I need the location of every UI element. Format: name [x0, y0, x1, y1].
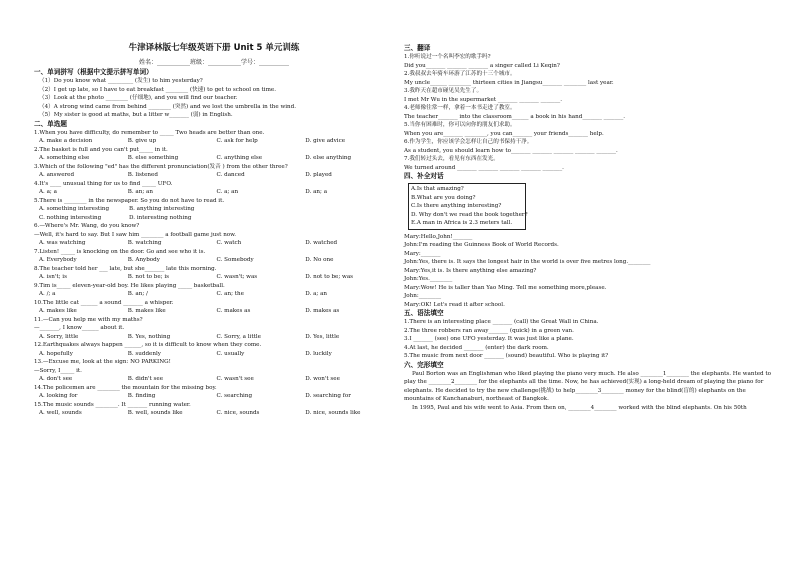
option: B. else something — [127, 155, 179, 161]
option-row — [34, 188, 394, 197]
question-text: 4.It's ____ unusual thing for us to find _____ UFO. — [34, 180, 173, 187]
dialogue-line: John:Yes.________ — [404, 276, 453, 282]
cloze-paragraph: Paul Borton was an Englishman who liked playing the piano very much. He also ________1________ the elephants. He wanted to play the ________2________ for the elephants all the time. Now, he has achieved(实现) a long-held dream of playing the piano for elephants. He decided to try the new challenge(挑战) to help________3________ money for the blind(盲的) elephants on the mountains of Kanchanaburi, northeast of Bangkok. — [404, 370, 772, 402]
option: B. anything interesting — [129, 206, 195, 212]
option-row — [34, 137, 394, 146]
grammar-item: 1.There is an interesting place _______ (call) the Great Wall in China. — [404, 319, 599, 325]
option: D. interesting nothing — [129, 214, 192, 221]
translation-list — [404, 53, 774, 172]
dialogue-option: A.Is that amazing? — [411, 186, 464, 192]
section-5-heading: 五、语法填空 — [404, 309, 444, 317]
option-row — [34, 333, 394, 342]
option: A. hopefully — [39, 350, 73, 357]
dialogue-line: Mary:Yes,it is. Is there anything else amazing? — [404, 267, 537, 274]
dialogue-option: B.What are you doing? — [411, 194, 476, 201]
option: D. luckily — [305, 350, 332, 357]
translation-line: As a student, you should learn how to_______ _______ _______ _______ _______. — [404, 147, 618, 154]
section-3-heading: 三、翻译 — [404, 44, 431, 52]
section-4-heading: 四、补全对话 — [404, 172, 444, 180]
dialogue-option: C.Is there anything interesting? — [411, 203, 502, 209]
translation-line: 3.我昨天在超市碰见吴先生了。 — [404, 88, 483, 94]
translation-line: 7.我们转过头去，看见有东西在发光。 — [404, 156, 499, 162]
option: A. don't see — [39, 376, 73, 382]
question-text: 1.When you have difficulty, do remember to _____ Two heads are better than one. — [34, 129, 265, 136]
option-row — [34, 205, 394, 214]
worksheet-title: 牛津译林版七年级英语下册 Unit 5 单元训练 — [128, 43, 300, 53]
option: C. makes as — [216, 308, 251, 314]
question-text: 11.—Can you help me with my maths? — [34, 316, 143, 323]
dialogue-option: D. Why don't we read the book together? — [411, 211, 528, 218]
option-row — [34, 375, 394, 384]
option: D. watched — [305, 240, 338, 246]
dialogue-line: John:________ — [404, 293, 442, 299]
option: D. No one — [305, 257, 334, 263]
dialogue-line: Mary:_______ — [404, 250, 441, 257]
option-row — [34, 392, 394, 401]
translation-line: I met Mr Wu in the supermarket _______ _______ _______. — [404, 96, 562, 103]
question-text: 13.—Excuse me, look at the sign: NO PARKING! — [34, 359, 171, 365]
option: C. danced — [216, 172, 245, 178]
option: C. usually — [216, 350, 245, 357]
option-row — [34, 214, 394, 223]
option: D. an; a — [305, 189, 328, 195]
section-2-heading: 二、单选题 — [34, 119, 67, 128]
option: A. /; a — [39, 291, 56, 297]
dialogue-line: Mary:OK! Let's read it after school. — [404, 301, 505, 308]
option: C. an; the — [216, 291, 244, 297]
grammar-item: 5.The music from next door _______ (sound) beautiful. Who is playing it? — [404, 353, 609, 359]
dialogue-line: Mary:Wow! He is taller than Yao Ming. Tell me something more,please. — [404, 284, 607, 291]
translation-line: Did you_______ _______ _______ a singer called Li Keqin? — [404, 62, 560, 69]
section-1-heading: 一、单词拼写（根据中文提示拼写单词） — [34, 68, 153, 76]
option: B. listened — [127, 172, 158, 178]
option: A. something interesting — [39, 206, 110, 212]
option: A. answered — [39, 172, 75, 178]
cloze-passage — [404, 370, 774, 413]
option: B. Anybody — [127, 257, 160, 263]
option: D. played — [305, 172, 332, 178]
option: B. makes like — [127, 308, 166, 314]
cloze-paragraph: In 1995, Paul and his wife went to Asia. From then on, ________4________ worked with the blind elephants. On his 50th — [412, 404, 747, 411]
left-column — [34, 44, 394, 418]
multiple-choice-list — [34, 129, 394, 418]
translation-line: 6.作为学生，你应该学会怎样让自己的书保持干净。 — [404, 139, 533, 145]
spelling-item: （3）Look at the photo ________ (仔细地), and you will find our teacher. — [39, 95, 238, 101]
question-text: —Well, it's hard to say. But I saw him ________ a football game just now. — [34, 231, 237, 238]
option: A. was watching — [39, 240, 86, 246]
section-1-items — [34, 77, 394, 120]
question-text: 12.Earthquakes always happen ______, so it is difficult to know when they come. — [34, 342, 262, 348]
option: B. suddenly — [127, 350, 161, 357]
student-info-line: 姓名：___________班级：___________学号：__________ — [138, 59, 289, 66]
translation-line: We turned around _______ _______ _______ _______ _______. — [404, 164, 564, 171]
question-text: 7.Listen! _____ is knocking on the door. Go and see who it is. — [34, 248, 206, 255]
option: C. watch — [216, 240, 242, 246]
option: D. a; an — [305, 291, 328, 297]
option: B. watching — [127, 240, 162, 246]
option-row — [34, 307, 394, 316]
question-text: 2.The basket is full and you can't put_____ in it. — [34, 146, 168, 153]
option: D. makes as — [305, 308, 340, 314]
dialogue-option: E.A man in Africa is 2.3 meters tall. — [411, 220, 513, 226]
option: C. nice, sounds — [216, 410, 260, 416]
option: B. give up — [127, 138, 157, 144]
translation-line: 4.老师像往常一样，拿着一本书走进了教室。 — [404, 105, 516, 111]
option: A. looking for — [39, 393, 78, 399]
question-text: 6.—Where's Mr. Wang, do you know? — [34, 223, 140, 229]
translation-line: The teacher_______ into the classroom______ a book in his hand_______ _______. — [404, 113, 626, 120]
option: C. wasn't; was — [216, 274, 258, 280]
question-text: 15.The music sounds ________. It _______ running water. — [34, 401, 191, 408]
question-text: 10.The little cat ______ a sound _______ a whisper. — [34, 299, 174, 306]
spelling-item: （5）My sister is good at maths, but a litter w_______ (弱) in English. — [39, 112, 233, 118]
option: A. something else — [39, 155, 90, 161]
option-row — [34, 171, 394, 180]
translation-line: 2.我叔叔去年骑车环游了江苏的十三个城市。 — [404, 71, 516, 77]
dialogue-line: John:Yes, there is. It says the longest hair in the world is over five metres long.________ — [404, 259, 651, 265]
grammar-fill-list — [404, 318, 774, 361]
option: B. well, sounds like — [127, 410, 183, 416]
option: C. ask for help — [216, 138, 258, 144]
option-row — [34, 350, 394, 359]
question-text: 14.The policemen are ________ the mountain for the missing boy. — [34, 384, 217, 391]
option-row — [34, 273, 394, 282]
question-text: —_______, I know______ about it. — [34, 325, 125, 331]
question-text: —Sorry, I_____ it. — [34, 367, 82, 374]
option: A. Sorry, little — [39, 333, 79, 340]
spelling-item: （1）Do you know what _________ (发生) to him yesterday? — [39, 78, 203, 84]
option: D. searching for — [305, 393, 351, 399]
option-row — [34, 409, 394, 418]
option: C. Somebody — [216, 257, 254, 263]
option-row — [34, 290, 394, 299]
option-row — [34, 256, 394, 265]
option: C. nothing interesting — [39, 214, 102, 221]
grammar-item: 4.At last, he decided _______ (enter) the dark room. — [404, 344, 549, 351]
dialogue-lines — [404, 233, 774, 310]
option: B. an; an — [127, 189, 153, 195]
option: C. wasn't see — [216, 376, 254, 382]
option: D. not to be; was — [305, 274, 354, 280]
option: D. Yes, little — [305, 333, 340, 340]
question-text: 5.There is ________ in the newspaper. So you do not have to read it. — [34, 197, 225, 204]
option: B. finding — [127, 393, 156, 399]
option: B. Yes, nothing — [127, 333, 171, 340]
option: A. isn't; is — [39, 274, 67, 280]
question-text: 3.Which of the following "ed" has the different pronunciation(发音 ) from the other three? — [34, 163, 288, 170]
grammar-item: 2.The three robbers ran away_______ (quick) in a green van. — [404, 327, 574, 334]
option: A. make a decision — [39, 138, 93, 144]
right-column — [404, 44, 774, 412]
option: D. won't see — [305, 376, 340, 382]
translation-line: When you are_______ ________, you can_______ your friends_______ help. — [404, 130, 604, 137]
option: A. Everybody — [39, 257, 77, 263]
option: C. a; an — [216, 189, 239, 195]
option: A. well, sounds — [39, 410, 82, 416]
translation-line: 5.当你有困难时，你可以向你的朋友们求助。 — [404, 122, 516, 128]
option: C. searching — [216, 393, 253, 399]
translation-line: My uncle______ ________ thirteen cities in Jiangsu_______ ________ last year. — [404, 79, 614, 86]
dialogue-line: John:I'm reading the Guinness Book of World Records. — [404, 242, 559, 248]
question-text: 8.The teacher told her ___ late, but she_______ late this morning. — [34, 265, 217, 272]
spelling-item: （4）A strong wind came from behind ________ (突然) and we lost the umbrella in the wind. — [39, 103, 296, 110]
option: A. a; a — [39, 189, 57, 195]
translation-line: 1.你听说过一个名叫李宏的歌手吗? — [404, 54, 491, 60]
dialogue-line: Mary:Hello,John!_______ — [404, 233, 473, 240]
grammar-item: 3.I _______ (see) one UFO yesterday. It was just like a plane. — [404, 336, 574, 342]
question-text: 9.Tim is_____ eleven-year-old boy. He likes playing _____ basketball. — [34, 282, 225, 289]
section-6-heading: 六、完形填空 — [404, 360, 444, 369]
dialogue-options-box — [408, 183, 526, 230]
spelling-item: （2）I get up late, so I have to eat breakfast ________ (快速) to get to school on time. — [39, 86, 276, 93]
option: D. else anything — [305, 155, 352, 161]
option: A. makes like — [39, 308, 77, 314]
option-row — [34, 154, 394, 163]
option: D. give advice — [305, 138, 346, 144]
option: B. an; / — [127, 291, 148, 297]
option-row — [34, 239, 394, 248]
option: B. didn't see — [127, 376, 164, 382]
option: D. nice, sounds like — [305, 410, 361, 416]
option: C. anything else — [216, 155, 263, 161]
option: B. not to be; is — [127, 274, 170, 280]
option: C. Sorry, a little — [216, 333, 261, 340]
